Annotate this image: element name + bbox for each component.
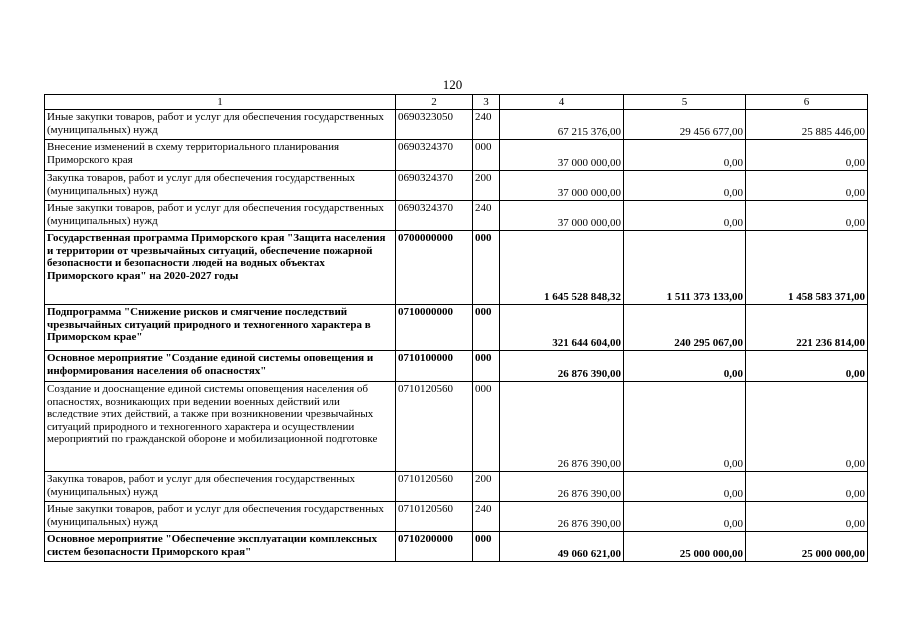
column-number-row [45, 95, 868, 110]
row-name: Иные закупки товаров, работ и услуг для обеспечения государственных (муниципальных) нужд [45, 502, 396, 532]
row-code: 0710200000 [396, 532, 473, 562]
row-name: Закупка товаров, работ и услуг для обеспечения государственных (муниципальных) нужд [45, 171, 396, 201]
table-row [45, 171, 868, 201]
column-header-5: 5 [624, 95, 746, 110]
row-amount-col5: 0,00 [624, 201, 746, 231]
row-amount-col4: 49 060 621,00 [500, 532, 624, 562]
row-amount-col4: 37 000 000,00 [500, 171, 624, 201]
row-amount-col6: 0,00 [746, 382, 868, 472]
table-row [45, 140, 868, 171]
table-row [45, 382, 868, 472]
row-amount-col6: 25 000 000,00 [746, 532, 868, 562]
row-expense-type: 000 [473, 382, 500, 472]
row-amount-col5: 0,00 [624, 382, 746, 472]
row-amount-col6: 0,00 [746, 140, 868, 171]
column-header-2: 2 [396, 95, 473, 110]
page-number: 120 [442, 77, 463, 92]
row-code: 0710000000 [396, 305, 473, 351]
row-name: Создание и дооснащение единой системы оповещения населения об опасностях, возникающих при ведении военных действий или вследствие этих действий, а также при возникновении чрезвычайных ситуаций природного и техногенного характера и осуществлении мероприятий по гражданской обороне и мобилизационной подготовке [45, 382, 396, 472]
row-amount-col6: 221 236 814,00 [746, 305, 868, 351]
row-name: Иные закупки товаров, работ и услуг для обеспечения государственных (муниципальных) нужд [45, 110, 396, 140]
row-amount-col4: 1 645 528 848,32 [500, 231, 624, 305]
row-amount-col5: 240 295 067,00 [624, 305, 746, 351]
table-row [45, 532, 868, 562]
row-amount-col5: 1 511 373 133,00 [624, 231, 746, 305]
row-amount-col6: 0,00 [746, 351, 868, 382]
row-amount-col4: 26 876 390,00 [500, 351, 624, 382]
row-amount-col4: 67 215 376,00 [500, 110, 624, 140]
row-amount-col6: 1 458 583 371,00 [746, 231, 868, 305]
column-header-6: 6 [746, 95, 868, 110]
row-amount-col5: 0,00 [624, 140, 746, 171]
row-amount-col5: 0,00 [624, 351, 746, 382]
row-name: Подпрограмма "Снижение рисков и смягчение последствий чрезвычайных ситуаций природного и техногенного характера в Приморском крае" [45, 305, 396, 351]
row-code: 0710120560 [396, 382, 473, 472]
row-amount-col4: 37 000 000,00 [500, 140, 624, 171]
row-code: 0710120560 [396, 502, 473, 532]
row-amount-col5: 0,00 [624, 472, 746, 502]
column-header-4: 4 [500, 95, 624, 110]
row-name: Внесение изменений в схему территориального планирования Приморского края [45, 140, 396, 171]
row-code: 0690324370 [396, 140, 473, 171]
table-row [45, 110, 868, 140]
row-name: Основное мероприятие "Обеспечение эксплуатации комплексных систем безопасности Приморского края" [45, 532, 396, 562]
table-row [45, 472, 868, 502]
row-amount-col5: 0,00 [624, 171, 746, 201]
row-expense-type: 240 [473, 201, 500, 231]
row-amount-col6: 25 885 446,00 [746, 110, 868, 140]
row-code: 0690323050 [396, 110, 473, 140]
table-row [45, 305, 868, 351]
row-name: Основное мероприятие "Создание единой системы оповещения и информирования населения об опасностях" [45, 351, 396, 382]
table-row [45, 231, 868, 305]
row-name: Государственная программа Приморского края "Защита населения и территории от чрезвычайных ситуаций, обеспечение пожарной безопасности и безопасности людей на водных объектах Приморского края" на 2020-2027 годы [45, 231, 396, 305]
row-expense-type: 000 [473, 351, 500, 382]
row-expense-type: 240 [473, 110, 500, 140]
row-expense-type: 000 [473, 231, 500, 305]
row-amount-col5: 29 456 677,00 [624, 110, 746, 140]
column-header-3: 3 [473, 95, 500, 110]
table-row [45, 502, 868, 532]
row-expense-type: 000 [473, 532, 500, 562]
table-row [45, 201, 868, 231]
row-amount-col6: 0,00 [746, 502, 868, 532]
row-amount-col4: 26 876 390,00 [500, 502, 624, 532]
budget-table [44, 94, 868, 562]
row-name: Иные закупки товаров, работ и услуг для обеспечения государственных (муниципальных) нужд [45, 201, 396, 231]
row-amount-col6: 0,00 [746, 472, 868, 502]
row-code: 0710100000 [396, 351, 473, 382]
row-expense-type: 200 [473, 472, 500, 502]
row-code: 0700000000 [396, 231, 473, 305]
row-amount-col4: 26 876 390,00 [500, 382, 624, 472]
row-amount-col6: 0,00 [746, 171, 868, 201]
row-expense-type: 000 [473, 305, 500, 351]
row-expense-type: 240 [473, 502, 500, 532]
row-expense-type: 200 [473, 171, 500, 201]
row-amount-col4: 37 000 000,00 [500, 201, 624, 231]
row-amount-col4: 26 876 390,00 [500, 472, 624, 502]
row-amount-col5: 0,00 [624, 502, 746, 532]
row-code: 0690324370 [396, 171, 473, 201]
row-name: Закупка товаров, работ и услуг для обеспечения государственных (муниципальных) нужд [45, 472, 396, 502]
row-code: 0710120560 [396, 472, 473, 502]
row-amount-col6: 0,00 [746, 201, 868, 231]
row-amount-col4: 321 644 604,00 [500, 305, 624, 351]
row-amount-col5: 25 000 000,00 [624, 532, 746, 562]
row-expense-type: 000 [473, 140, 500, 171]
table-row [45, 351, 868, 382]
row-code: 0690324370 [396, 201, 473, 231]
column-header-1: 1 [45, 95, 396, 110]
